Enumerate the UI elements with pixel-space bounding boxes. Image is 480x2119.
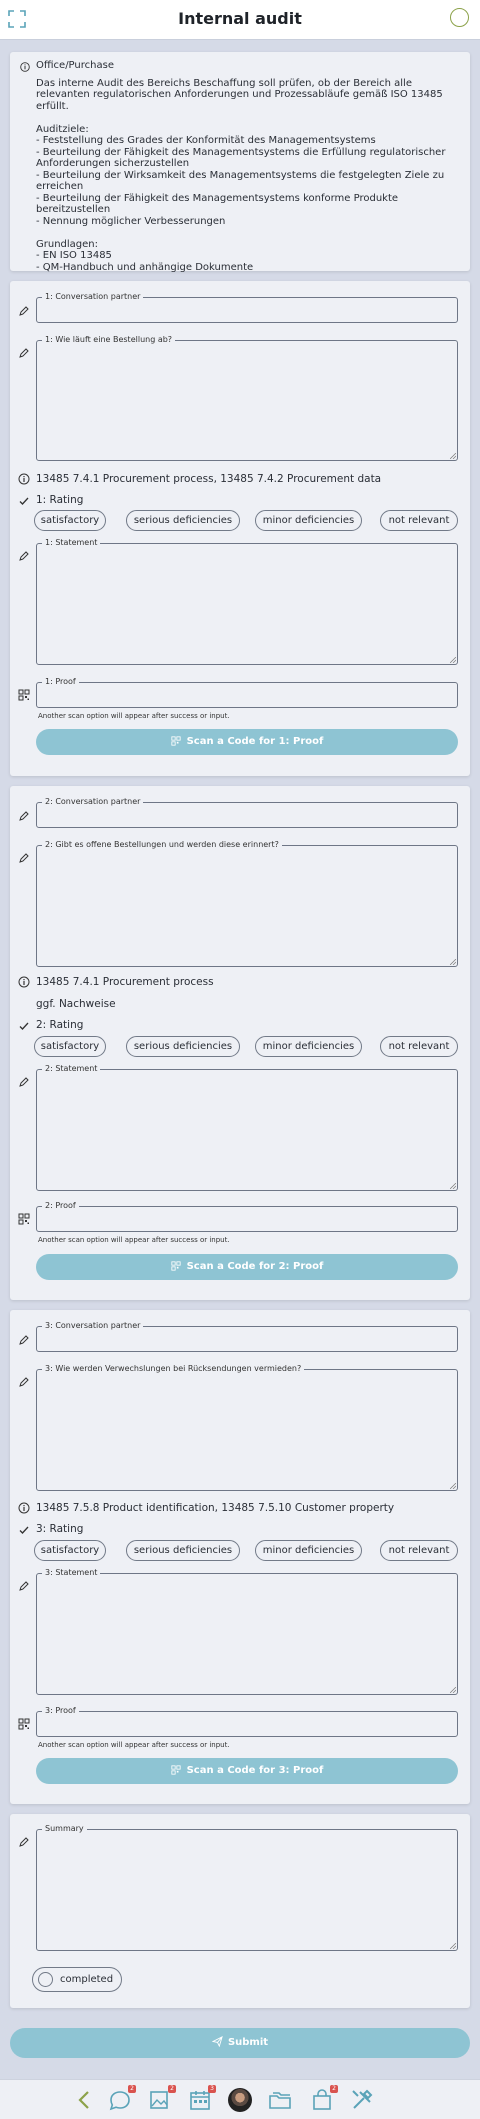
pencil-icon (18, 1334, 30, 1346)
scan-hint: Another scan option will appear after success or input. (38, 1741, 230, 1749)
completed-toggle[interactable]: completed (32, 1967, 122, 1992)
scan-icon (171, 736, 181, 746)
summary-card (10, 1814, 470, 2008)
audit-section-3 (10, 1310, 470, 1804)
app-header (0, 0, 480, 40)
pencil-icon (18, 305, 30, 317)
rating-not-relevant[interactable]: not relevant (380, 1036, 458, 1057)
check-icon (18, 495, 30, 507)
pencil-icon (18, 1580, 30, 1592)
reference-text: 13485 7.4.1 Procurement process, 13485 7.4.2 Procurement data (36, 473, 382, 485)
pencil-icon (18, 852, 30, 864)
calendar-button[interactable] (188, 2085, 214, 2112)
scan-code-button[interactable]: Scan a Code for 1: Proof (36, 729, 458, 755)
note-text: ggf. Nachweise (36, 998, 116, 1010)
rating-minor-deficiencies[interactable]: minor deficiencies (255, 1540, 362, 1561)
calendar-badge: 3 (208, 2085, 216, 2093)
scan-icon (171, 1765, 181, 1775)
info-icon (18, 976, 30, 988)
check-icon (18, 1020, 30, 1032)
pencil-icon (18, 1076, 30, 1088)
resize-handle-icon[interactable] (450, 657, 456, 663)
rating-not-relevant[interactable]: not relevant (380, 1540, 458, 1561)
rating-serious-deficiencies[interactable]: serious deficiencies (126, 510, 240, 531)
qr-code-icon (18, 689, 30, 701)
rating-not-relevant[interactable]: not relevant (380, 510, 458, 531)
rating-minor-deficiencies[interactable]: minor deficiencies (255, 1036, 362, 1057)
resize-handle-icon[interactable] (450, 959, 456, 965)
resize-handle-icon[interactable] (450, 1183, 456, 1189)
reference-text: 13485 7.4.1 Procurement process (36, 976, 214, 988)
rating-label: 1: Rating (36, 494, 84, 506)
scan-code-button[interactable]: Scan a Code for 3: Proof (36, 1758, 458, 1784)
pencil-icon (18, 347, 30, 359)
info-icon (18, 473, 30, 485)
resize-handle-icon[interactable] (450, 1687, 456, 1693)
resize-handle-icon[interactable] (450, 453, 456, 459)
rating-label: 3: Rating (36, 1523, 84, 1535)
chat-button[interactable] (108, 2085, 134, 2112)
radio-icon (38, 1972, 53, 1987)
tools-icon[interactable] (350, 2088, 374, 2112)
audit-section-2 (10, 786, 470, 1300)
send-icon (212, 2036, 223, 2047)
resize-handle-icon[interactable] (450, 1483, 456, 1489)
intro-card (10, 52, 470, 271)
question-textarea[interactable]: 1: Wie läuft eine Bestellung ab? (36, 340, 458, 461)
audit-section-1 (10, 281, 470, 776)
info-icon (20, 62, 30, 72)
reference-text: 13485 7.5.8 Product identification, 13485 7.5.10 Customer property (36, 1502, 395, 1514)
chat-badge: 2 (128, 2085, 136, 2093)
statement-textarea[interactable]: 3: Statement (36, 1573, 458, 1695)
avatar[interactable] (228, 2088, 252, 2112)
summary-textarea[interactable]: Summary (36, 1829, 458, 1951)
intro-description: Das interne Audit des Bereichs Beschaffung soll prüfen, ob der Bereich alle relevanten regulatorischen Anforderungen und Prozessabläufe gemäß ISO 13485 erfüllt. Auditziele: - Feststellung des Grades der Konformität des Managementsystems - Beurteilung der Fähigkeit des Managementsystems die Erfüllung regulatorischer Anforderungen sicherzustellen - Beurteilung der Wirksamkeit des Managementsystems die festgelegten Ziele zu erreichen - Beurteilung der Fähigkeit des Managementsystems konforme Produkte bereitzustellen - Nennung möglicher Verbesserungen Grundlagen: - EN ISO 13485 - QM-Handbuch und anhängige Dokumente (36, 77, 446, 273)
pencil-icon (18, 810, 30, 822)
submit-button[interactable]: Submit (10, 2028, 470, 2058)
tasks-badge: 2 (168, 2085, 176, 2093)
proof-input[interactable]: 3: Proof (36, 1711, 458, 1737)
pencil-icon (18, 1836, 30, 1848)
image-task-button[interactable] (148, 2085, 174, 2112)
scan-code-button[interactable]: Scan a Code for 2: Proof (36, 1254, 458, 1280)
rating-satisfactory[interactable]: satisfactory (34, 1036, 106, 1057)
pencil-icon (18, 550, 30, 562)
shop-button[interactable] (310, 2085, 336, 2112)
back-icon[interactable] (73, 2088, 97, 2112)
qr-code-icon (18, 1213, 30, 1225)
conversation-partner-input[interactable]: 1: Conversation partner (36, 297, 458, 323)
info-icon (18, 1502, 30, 1514)
qr-code-icon (18, 1718, 30, 1730)
scan-hint: Another scan option will appear after success or input. (38, 1236, 230, 1244)
question-textarea[interactable]: 2: Gibt es offene Bestellungen und werden diese erinnert? (36, 845, 458, 967)
rating-minor-deficiencies[interactable]: minor deficiencies (255, 510, 362, 531)
intro-title: Office/Purchase (36, 60, 114, 71)
page-title: Internal audit (178, 9, 302, 28)
rating-satisfactory[interactable]: satisfactory (34, 1540, 106, 1561)
conversation-partner-input[interactable]: 2: Conversation partner (36, 802, 458, 828)
resize-handle-icon[interactable] (450, 1943, 456, 1949)
rating-label: 2: Rating (36, 1019, 84, 1031)
question-textarea[interactable]: 3: Wie werden Verwechslungen bei Rücksendungen vermieden? (36, 1369, 458, 1491)
scan-icon (171, 1261, 181, 1271)
rating-serious-deficiencies[interactable]: serious deficiencies (126, 1540, 240, 1561)
rating-serious-deficiencies[interactable]: serious deficiencies (126, 1036, 240, 1057)
bottom-navigation (0, 2079, 480, 2119)
pencil-icon (18, 1376, 30, 1388)
statement-textarea[interactable]: 1: Statement (36, 543, 458, 665)
proof-input[interactable]: 2: Proof (36, 1206, 458, 1232)
conversation-partner-input[interactable]: 3: Conversation partner (36, 1326, 458, 1352)
check-icon (18, 1524, 30, 1536)
shop-badge: 2 (330, 2085, 338, 2093)
folders-icon[interactable] (268, 2088, 292, 2112)
rating-satisfactory[interactable]: satisfactory (34, 510, 106, 531)
status-circle-icon[interactable] (450, 8, 469, 27)
statement-textarea[interactable]: 2: Statement (36, 1069, 458, 1191)
scan-hint: Another scan option will appear after success or input. (38, 712, 230, 720)
proof-input[interactable]: 1: Proof (36, 682, 458, 708)
